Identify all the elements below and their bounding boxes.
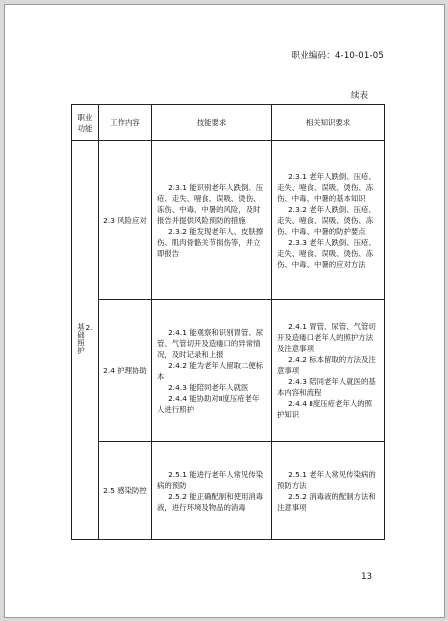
function-label	[76, 323, 93, 355]
knowledge-item: 2.4.1 胃管、尿管、气管切开及造瘘口老年人的照护方法及注意事项	[277, 322, 376, 353]
document-page	[4, 4, 445, 618]
function-cell	[72, 141, 99, 540]
skills-table	[71, 104, 385, 540]
skill-item: 2.3.1 能识别老年人跌倒、压疮、走失、噎食、误吸、烫伤、冻伤、中毒、中暑的风险，及时报告并提供风险预防的措施	[157, 182, 264, 225]
header-function: 职业功能	[72, 105, 99, 141]
skills-cell	[152, 141, 272, 300]
table-row	[72, 300, 385, 442]
skill-item: 2.5.2 能正确配制和使用消毒液，进行环境及物品的消毒	[157, 491, 264, 512]
skill-item: 2.4.1 能观察和识别胃管、尿管、气管切开及造瘘口的异常情况，及时记录和上报	[157, 327, 264, 359]
skill-item: 2.3.2 能发现老年人、皮肤擦伤、肌肉骨骼关节损伤等，并立即报告	[157, 226, 264, 258]
knowledge-item: 2.3.1 老年人跌倒、压疮、走失、噎食、误吸、烫伤、冻伤、中毒、中暑的基本知识	[277, 171, 376, 203]
knowledge-item: 2.3.3 老年人跌倒、压疮、走失、噎食、误吸、烫伤、冻伤、中毒、中暑的应对方法	[277, 237, 376, 269]
continued-label: 续表	[350, 91, 368, 101]
header-skills: 技能要求	[152, 105, 272, 141]
knowledge-cell	[272, 141, 385, 300]
table-row	[72, 442, 385, 540]
work-content-cell: 2.3 风险应对	[99, 141, 152, 300]
knowledge-item: 2.4.4 Ⅱ度压疮老年人的照护知识	[277, 399, 373, 419]
header-work: 工作内容	[99, 105, 152, 141]
skills-cell	[152, 300, 272, 442]
occupation-code: 职业编码：4-10-01-05	[291, 51, 384, 61]
knowledge-item: 2.4.2 标本留取的方法及注意事项	[277, 355, 376, 375]
knowledge-cell	[272, 300, 385, 442]
knowledge-item: 2.3.2 老年人跌倒、压疮、走失、噎食、误吸、烫伤、冻伤、中毒、中暑的防护要点	[277, 204, 376, 236]
skill-item: 2.5.1 能进行老年人常见传染病的预防	[157, 469, 264, 490]
table-header-row	[72, 105, 385, 141]
work-content-cell: 2.5 感染防控	[99, 442, 152, 540]
header-knowledge: 相关知识要求	[272, 105, 385, 141]
table-row	[72, 141, 385, 300]
skill-item: 2.4.3 能陪同老年人就医	[168, 382, 249, 392]
knowledge-cell	[272, 442, 385, 540]
skill-item: 2.4.2 能为老年人留取二便标本	[157, 360, 264, 381]
function-number: 2.	[85, 322, 94, 332]
function-name: 基础照护	[76, 322, 86, 355]
knowledge-item: 2.5.1 老年人常见传染病的预防方法	[277, 469, 376, 490]
knowledge-item: 2.5.2 消毒液的配制方法和注意事项	[277, 491, 376, 512]
work-content-cell: 2.4 护理协助	[99, 300, 152, 442]
page-number: 13	[361, 572, 372, 582]
skills-cell	[152, 442, 272, 540]
knowledge-item: 2.4.3 陪同老年人就医的基本内容和流程	[277, 377, 376, 397]
skill-item: 2.4.4 能协助对Ⅱ度压疮老年人进行照护	[157, 393, 260, 414]
